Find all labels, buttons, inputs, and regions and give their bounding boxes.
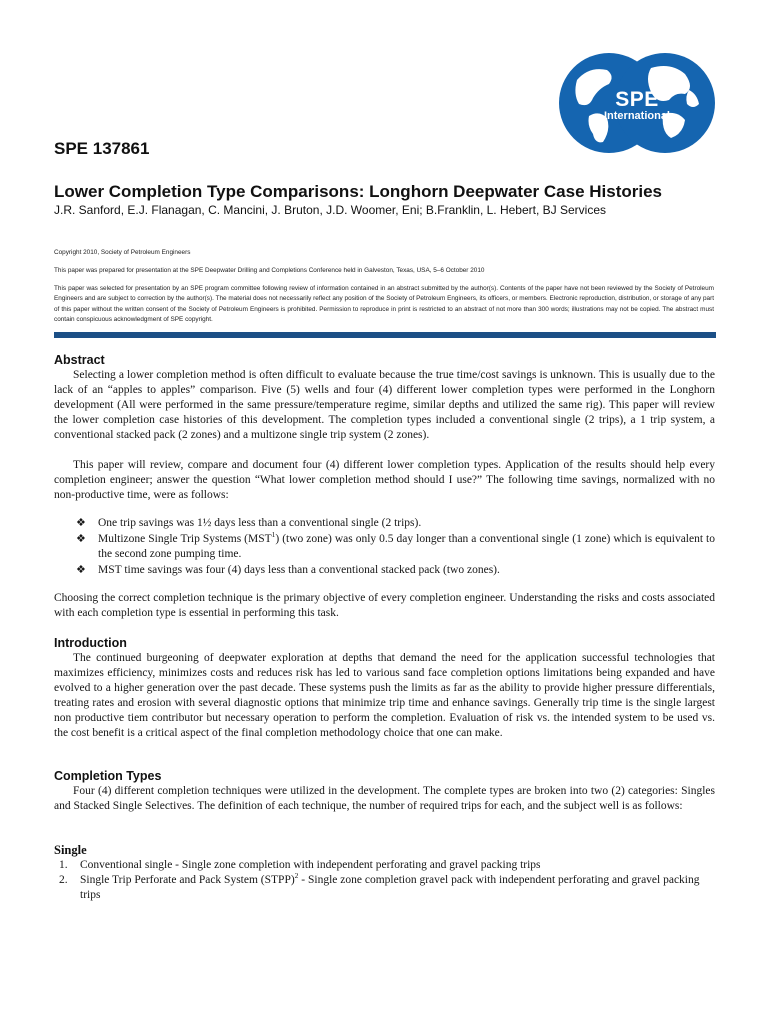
logo-acronym: SPE (615, 88, 659, 111)
single-heading: Single (54, 843, 87, 857)
introduction-paragraph: The continued burgeoning of deepwater exploration at depths that demand the need for the application successful technologies that maximizes efficiency, minimizes costs and reduces risk has led to various sand face completion options limitations being expanded and have evolved to a higher generation over the past decade. These systems push the limits as far as the ability to provide higher pressure differentials, treating rates and erosion with several diagnostic options that minimize trip time and enhance savings. Generally trip time is the single largest non productive tiem contributor but necessary operation to perform the completion. Evaluation of risk vs. the intended system to be used vs. the cost benefit is a critical aspect of the final completion methodology choice that one can make. (54, 652, 715, 739)
spe-international-logo (559, 50, 715, 156)
introduction-heading: Introduction (54, 636, 127, 650)
list-item (54, 563, 715, 578)
item-text: Conventional single - Single zone completion with independent perforating and gravel packing trips (80, 859, 541, 871)
list-item (54, 858, 715, 873)
footnote-ref: 2 (294, 871, 299, 881)
completion-types-heading: Completion Types (54, 769, 162, 783)
item-text: Single Trip Perforate and Pack System (STPP) (80, 874, 295, 886)
abstract-paragraph-1: Selecting a lower completion method is often difficult to evaluate because the true time/cost savings is unknown. This is usually due to the lack of an “apples to apples” comparison. Five (5) wells and four (4) different lower completion types were performed in the Longhorn development (All were performed in the same pressure/temperature regime, similar depths and utilized the same rig). This paper will review the lower completion case histories of this development. The completion types included a conventional single (2 trips), a 1 trip system, a conventional stacked pack (2 zones) and a multizone single trip system (2 zones). (54, 369, 715, 441)
item-number: 1. (59, 859, 68, 871)
diamond-bullet-icon: ❖ (76, 517, 86, 529)
diamond-bullet-icon: ❖ (76, 533, 86, 545)
paper-title: Lower Completion Type Comparisons: Longhorn Deepwater Case Histories (54, 182, 662, 201)
copyright-notice: Copyright 2010, Society of Petroleum Engineers (54, 249, 191, 256)
list-item (54, 532, 715, 562)
time-savings-list (54, 516, 715, 579)
header-divider (54, 332, 716, 338)
single-types-list (54, 858, 715, 903)
footnote-ref: 1 (271, 530, 276, 540)
paper-number: SPE 137861 (54, 139, 150, 158)
item-text-cont: - Single zone completion gravel pack with independent perforating and gravel packing trips (80, 874, 700, 901)
logo-subtitle: International (603, 110, 670, 122)
authors-line: J.R. Sanford, E.J. Flanagan, C. Mancini, J. Bruton, J.D. Woomer, Eni; B.Franklin, L. Hebert, BJ Services (54, 203, 606, 217)
abstract-paragraph-3: Choosing the correct completion technique is the primary objective of every completion engineer. Understanding the risks and costs associated with each completion type is essential in performing this task. (54, 592, 715, 619)
abstract-paragraph-2: This paper will review, compare and document four (4) different lower completion types. Application of the results should help every completion engineer; answer the question “What lower completion method should I use?” The following time savings, normalized with no non-productive time, were as follows: (54, 459, 715, 501)
abstract-heading: Abstract (54, 353, 105, 367)
item-number: 2. (59, 874, 68, 886)
list-item (54, 873, 715, 903)
conference-notice: This paper was prepared for presentation at the SPE Deepwater Drilling and Completions Conference held in Galveston, Texas, USA, 5–6 October 2010 (54, 267, 485, 274)
bullet-text: MST time savings was four (4) days less than a conventional stacked pack (two zones). (98, 564, 500, 576)
bullet-text: One trip savings was 1½ days less than a conventional single (2 trips). (98, 517, 422, 529)
diamond-bullet-icon: ❖ (76, 564, 86, 576)
completion-types-paragraph: Four (4) different completion techniques were utilized in the development. The complete types are broken into two (2) categories: Singles and Stacked Single Selectives. The definition of each technique, the number of required trips for each, and the subject well is as follows: (54, 785, 715, 812)
list-item (54, 516, 715, 531)
bullet-text: Multizone Single Trip Systems (MST (98, 533, 272, 545)
bullet-text-cont: ) (two zone) was only 0.5 day longer than a conventional single (1 zone) which is equivalent to the second zone pumping time. (98, 533, 715, 560)
selection-disclaimer: This paper was selected for presentation by an SPE program committee following review of information contained in an abstract submitted by the author(s). Contents of the paper have not been reviewed by the Society of Petroleum Engineers and are subject to correction by the author(s). The material does not necessarily reflect any position of the Society of Petroleum Engineers, its officers, or members. Electronic reproduction, distribution, or storage of any part of this paper without the written consent of the Society of Petroleum Engineers is prohibited. Permission to reproduce in print is restricted to an abstract of not more than 300 words; illustrations may not be copied. The abstract must contain conspicuous acknowledgment of SPE copyright. (54, 285, 714, 323)
